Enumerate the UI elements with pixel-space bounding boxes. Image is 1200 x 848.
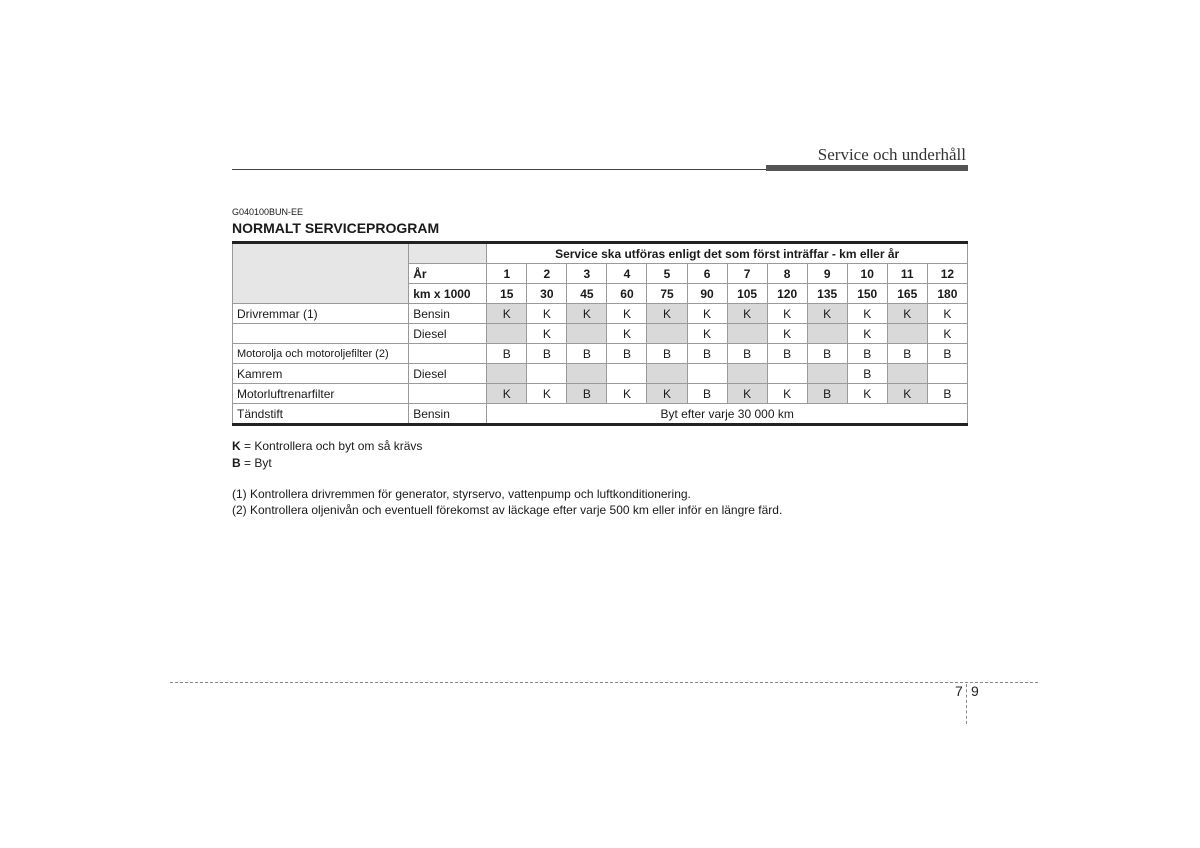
year-cell: 9	[807, 264, 847, 284]
schedule-cell: B	[527, 344, 567, 364]
schedule-cell: K	[607, 304, 647, 324]
schedule-cell: K	[727, 304, 767, 324]
schedule-cell: K	[767, 304, 807, 324]
schedule-cell: K	[887, 384, 927, 404]
schedule-cell: B	[687, 344, 727, 364]
year-cell: 5	[647, 264, 687, 284]
chapter-number: 7	[955, 683, 963, 699]
legend-b	[232, 456, 272, 470]
km-cell: 105	[727, 284, 767, 304]
km-cell: 150	[847, 284, 887, 304]
header-rule	[232, 169, 766, 170]
km-cell: 165	[887, 284, 927, 304]
schedule-cell: B	[807, 344, 847, 364]
schedule-cell: K	[927, 304, 967, 324]
footnote-1: (1) Kontrollera drivremmen för generator, styrservo, vattenpump och luftkonditionering.	[232, 487, 691, 501]
schedule-cell: B	[887, 344, 927, 364]
schedule-cell	[647, 364, 687, 384]
schedule-cell: B	[927, 344, 967, 364]
schedule-cell: K	[847, 324, 887, 344]
km-cell: 120	[767, 284, 807, 304]
schedule-cell: K	[567, 304, 607, 324]
page-number: 9	[971, 683, 979, 699]
schedule-cell: K	[647, 384, 687, 404]
schedule-cell: K	[607, 324, 647, 344]
schedule-cell: K	[527, 304, 567, 324]
km-cell: 45	[567, 284, 607, 304]
schedule-cell: B	[607, 344, 647, 364]
service-item-label: Motorluftrenarfilter	[233, 384, 409, 404]
schedule-cell: K	[927, 324, 967, 344]
year-cell: 4	[607, 264, 647, 284]
km-cell: 90	[687, 284, 727, 304]
section-title: NORMALT SERVICEPROGRAM	[232, 220, 440, 236]
schedule-cell: K	[807, 304, 847, 324]
schedule-cell: B	[767, 344, 807, 364]
schedule-cell: K	[847, 304, 887, 324]
service-item-label: Tändstift	[233, 404, 409, 425]
footer-dashed-divider	[966, 684, 967, 724]
fuel-variant-label	[409, 384, 487, 404]
fuel-variant-label: Bensin	[409, 304, 487, 324]
schedule-cell	[807, 324, 847, 344]
year-cell: 6	[687, 264, 727, 284]
fuel-variant-label: Diesel	[409, 324, 487, 344]
schedule-cell: K	[887, 304, 927, 324]
schedule-cell: B	[807, 384, 847, 404]
km-cell: 135	[807, 284, 847, 304]
service-item-label: Kamrem	[233, 364, 409, 384]
year-cell: 7	[727, 264, 767, 284]
table-row	[233, 404, 968, 425]
section-header-title: Service och underhåll	[817, 145, 966, 164]
km-label: km x 1000	[409, 284, 487, 304]
legend-k-text: = Kontrollera och byt om så krävs	[240, 439, 423, 453]
year-cell: 3	[567, 264, 607, 284]
service-item-label: Motorolja och motoroljefilter (2)	[233, 344, 409, 364]
header-accent-bar	[766, 165, 968, 171]
km-cell: 180	[927, 284, 967, 304]
fuel-variant-label	[409, 344, 487, 364]
schedule-cell: B	[487, 344, 527, 364]
schedule-cell	[887, 364, 927, 384]
year-cell: 12	[927, 264, 967, 284]
km-cell: 30	[527, 284, 567, 304]
legend-b-key: B	[232, 456, 241, 470]
document-code: G040100BUN-EE	[232, 207, 304, 217]
year-label: År	[409, 264, 487, 284]
schedule-cell: K	[687, 304, 727, 324]
schedule-cell: K	[767, 384, 807, 404]
schedule-cell	[807, 364, 847, 384]
schedule-cell	[607, 364, 647, 384]
table-header-row	[233, 243, 968, 264]
schedule-cell	[687, 364, 727, 384]
legend-b-text: = Byt	[240, 456, 272, 470]
schedule-cell	[647, 324, 687, 344]
schedule-cell: K	[767, 324, 807, 344]
legend-k	[232, 439, 422, 453]
schedule-cell	[487, 324, 527, 344]
schedule-cell: B	[567, 344, 607, 364]
service-schedule-table	[232, 241, 968, 426]
table-corner-cell	[233, 243, 409, 304]
schedule-cell	[887, 324, 927, 344]
footnote-2: (2) Kontrollera oljenivån och eventuell förekomst av läckage efter varje 500 km eller inför en längre färd.	[232, 503, 783, 517]
schedule-cell: K	[727, 384, 767, 404]
table-row	[233, 364, 968, 384]
service-item-label: Drivremmar (1)	[233, 304, 409, 324]
year-cell: 1	[487, 264, 527, 284]
legend-k-key: K	[232, 439, 241, 453]
schedule-cell: B	[847, 344, 887, 364]
year-cell: 2	[527, 264, 567, 284]
schedule-cell	[567, 324, 607, 344]
schedule-cell: K	[487, 304, 527, 324]
schedule-cell	[567, 364, 607, 384]
table-corner-cell-2	[409, 243, 487, 264]
schedule-cell: K	[607, 384, 647, 404]
schedule-cell	[767, 364, 807, 384]
schedule-cell: B	[567, 384, 607, 404]
year-cell: 8	[767, 264, 807, 284]
schedule-cell: K	[647, 304, 687, 324]
interval-note-cell: Byt efter varje 30 000 km	[487, 404, 968, 425]
service-item-label	[233, 324, 409, 344]
footer-dashed-rule	[170, 682, 1038, 683]
km-cell: 60	[607, 284, 647, 304]
year-cell: 11	[887, 264, 927, 284]
schedule-cell	[487, 364, 527, 384]
table-row	[233, 344, 968, 364]
schedule-cell: K	[847, 384, 887, 404]
schedule-cell: K	[527, 324, 567, 344]
schedule-cell	[727, 364, 767, 384]
year-cell: 10	[847, 264, 887, 284]
schedule-cell: K	[487, 384, 527, 404]
table-row	[233, 384, 968, 404]
schedule-cell: K	[687, 324, 727, 344]
fuel-variant-label: Bensin	[409, 404, 487, 425]
schedule-cell: B	[647, 344, 687, 364]
schedule-cell	[727, 324, 767, 344]
service-interval-header: Service ska utföras enligt det som först inträffar - km eller år	[487, 243, 968, 264]
schedule-cell	[527, 364, 567, 384]
fuel-variant-label: Diesel	[409, 364, 487, 384]
table-row	[233, 324, 968, 344]
schedule-cell: K	[527, 384, 567, 404]
km-cell: 15	[487, 284, 527, 304]
schedule-cell: B	[927, 384, 967, 404]
km-cell: 75	[647, 284, 687, 304]
schedule-cell: B	[687, 384, 727, 404]
schedule-cell	[927, 364, 967, 384]
table-row	[233, 304, 968, 324]
schedule-cell: B	[727, 344, 767, 364]
schedule-cell: B	[847, 364, 887, 384]
